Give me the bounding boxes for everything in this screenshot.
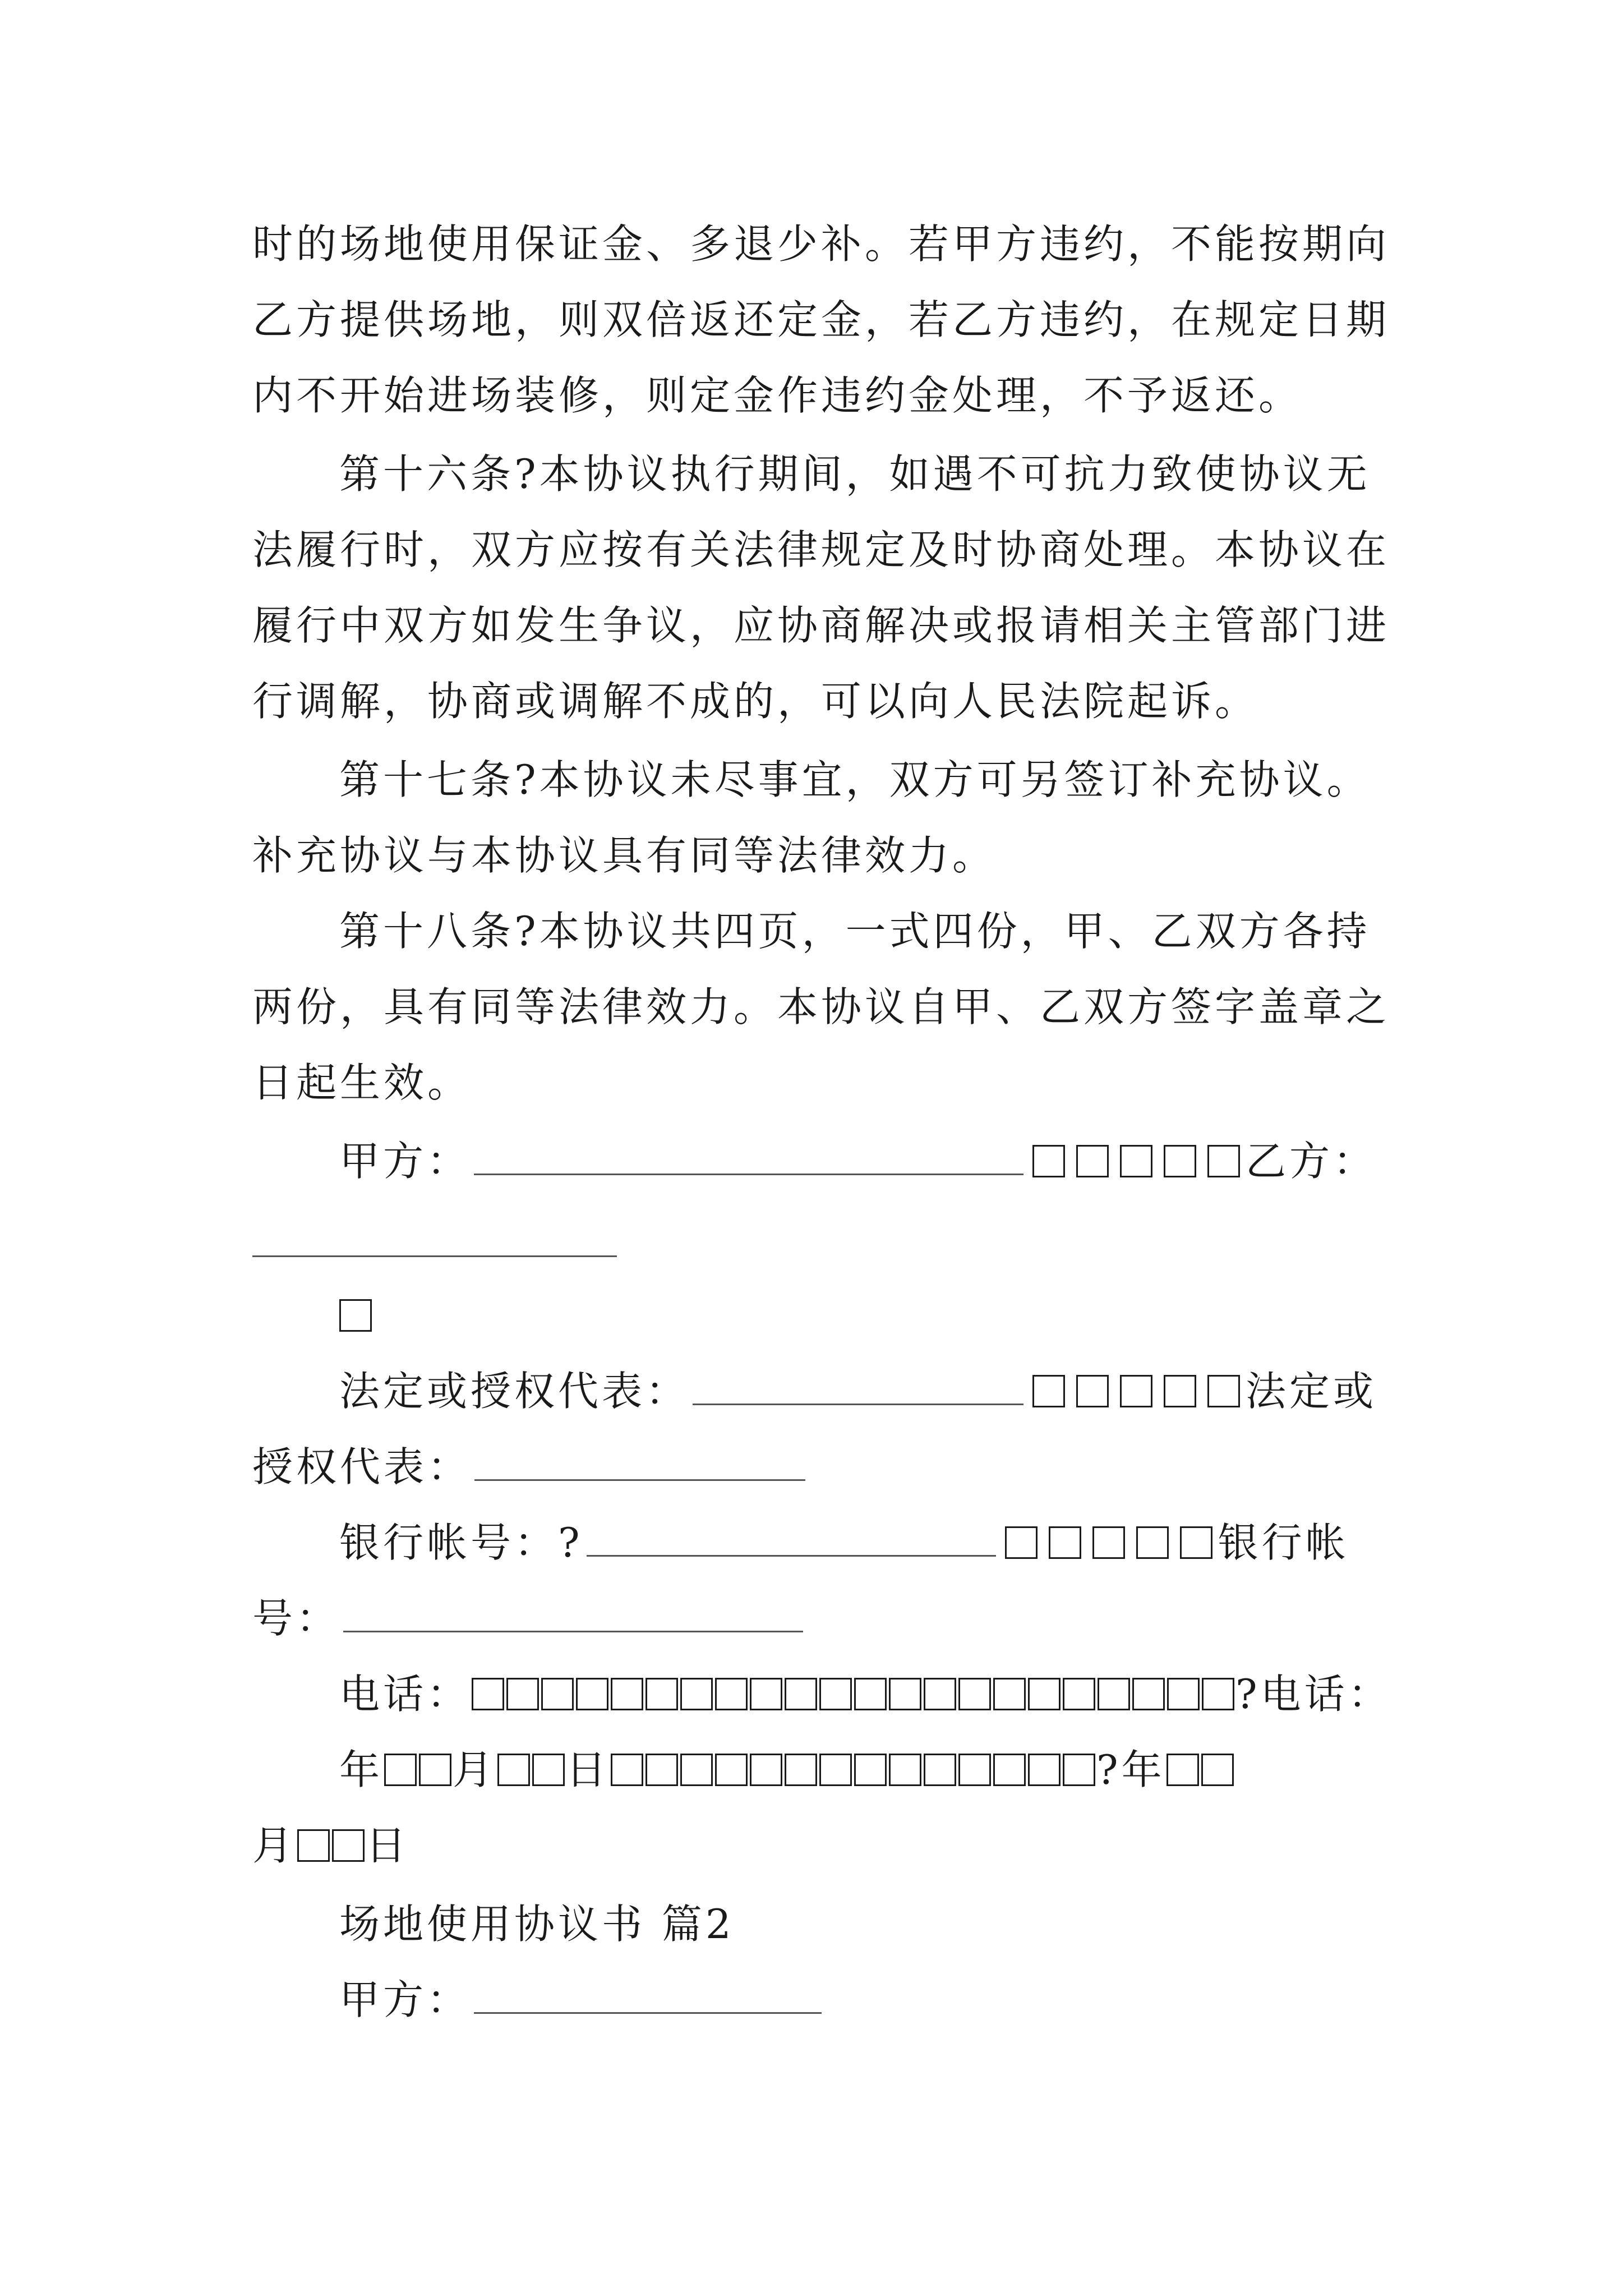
day-label: 日 [566,1746,610,1793]
placeholder-box [889,1754,921,1786]
article-16-line: 法履行时，双方应按有关法律规定及时协商处理。本协议在 [252,526,1390,573]
placeholder-box [497,1754,530,1786]
placeholder-box [1005,1526,1038,1559]
placeholder-box [645,1678,678,1710]
placeholder-box [1028,1678,1061,1710]
placeholder-box [1207,1145,1240,1177]
placeholder-box [750,1754,782,1786]
bank-account-row-continued [252,1590,1385,1646]
placeholder-box [785,1678,817,1710]
placeholder-box [750,1678,782,1710]
placeholder-box [1201,1754,1234,1786]
section-2-party-row [339,1972,1385,2028]
placeholder-box [1063,1678,1095,1710]
placeholder-box [680,1754,713,1786]
placeholder-box [924,1678,956,1710]
article-18-line: 两份，具有同等法律效力。本协议自甲、乙双方签字盖章之 [252,983,1390,1030]
placeholder-box [332,1829,365,1862]
placeholder-box [715,1678,748,1710]
placeholder-box [924,1754,956,1786]
placeholder-box [889,1678,921,1710]
placeholder-box [611,1754,643,1786]
placeholder-box [715,1754,748,1786]
year-label: 年 [339,1746,384,1793]
bank-b-label-part2: 号： [252,1595,340,1642]
date-row [339,1742,1385,1798]
stray-box-row [339,1287,1385,1343]
placeholder-box [1132,1678,1165,1710]
placeholder-box [680,1678,713,1710]
section-2-title: 场地使用协议书 篇2 [339,1901,735,1948]
placeholder-box [384,1754,417,1786]
placeholder-box [576,1678,608,1710]
rep-a-blank [693,1366,1023,1405]
placeholder-box [1049,1526,1081,1559]
paragraph-line: 乙方提供场地，则双倍返还定金，若乙方违约，在规定日期 [252,296,1390,343]
party-a-label: 甲方： [339,1138,471,1185]
placeholder-box [1167,1678,1200,1710]
party-b-blank [252,1255,617,1257]
phone-b-label: ?电话： [1235,1671,1392,1718]
rep-b-blank [474,1442,805,1481]
placeholder-box [1202,1678,1234,1710]
placeholder-box [1164,1375,1196,1407]
bank-b-blank [343,1594,803,1632]
placeholder-box [1032,1145,1065,1177]
bank-a-blank [587,1518,996,1557]
placeholder-box [1092,1526,1125,1559]
month-b-label: 月 [252,1822,297,1869]
placeholder-box [854,1754,887,1786]
placeholder-box [1207,1375,1240,1407]
section-2-party-a-blank [474,1975,822,2014]
article-16-line: 履行中双方如发生争议，应协商解决或报请相关主管部门进 [252,602,1390,649]
placeholder-box [1063,1754,1095,1786]
placeholder-box [819,1754,852,1786]
placeholder-box [1120,1145,1152,1177]
placeholder-box [1076,1375,1109,1407]
party-signature-row [339,1133,1385,1189]
placeholder-box [993,1678,1026,1710]
placeholder-box [472,1678,504,1710]
day-b-label: 日 [366,1822,410,1869]
placeholder-box [785,1754,817,1786]
bank-a-label: 银行帐号：? [339,1519,583,1566]
article-18-line: 第十八条?本协议共四页，一式四份，甲、乙双方各持 [339,908,1371,955]
rep-a-label: 法定或授权代表： [339,1368,690,1415]
phone-row [339,1666,1392,1722]
rep-b-label-part1: 法定或 [1246,1368,1377,1415]
section-2-party-a-label: 甲方： [339,1976,471,2023]
placeholder-box [339,1299,372,1332]
placeholder-box [1180,1526,1212,1559]
bank-account-row [339,1515,1385,1571]
placeholder-box [958,1754,991,1786]
placeholder-box [1098,1678,1130,1710]
paragraph-line: 时的场地使用保证金、多退少补。若甲方违约，不能按期向 [252,220,1390,268]
placeholder-box [1164,1145,1196,1177]
article-17-line: 补充协议与本协议具有同等法律效力。 [252,832,997,879]
party-b-label: 乙方： [1246,1138,1377,1185]
placeholder-box [506,1678,539,1710]
representative-row-continued [252,1439,1385,1495]
placeholder-box [958,1678,991,1710]
placeholder-box [1120,1375,1152,1407]
year-b-label: ?年 [1096,1746,1165,1793]
placeholder-box [993,1754,1026,1786]
placeholder-box [1076,1145,1109,1177]
placeholder-box [1032,1375,1065,1407]
bank-b-label-part1: 银行帐 [1218,1519,1349,1566]
representative-row [339,1363,1385,1419]
placeholder-box [1028,1754,1061,1786]
article-18-line: 日起生效。 [252,1059,472,1106]
phone-a-label: 电话： [339,1671,471,1718]
placeholder-box [819,1678,852,1710]
article-16-line: 行调解，协商或调解不成的，可以向人民法院起诉。 [252,678,1259,725]
rep-b-label-part2: 授权代表： [252,1443,472,1490]
placeholder-box [541,1678,574,1710]
party-a-blank [474,1137,1023,1175]
placeholder-box [297,1829,330,1862]
placeholder-box [611,1678,643,1710]
date-row-continued [252,1818,1385,1874]
placeholder-box [1136,1526,1169,1559]
placeholder-box [645,1754,678,1786]
paragraph-line: 内不开始进场装修，则定金作违约金处理，不予返还。 [252,372,1303,419]
placeholder-box [854,1678,887,1710]
placeholder-box [532,1754,565,1786]
month-label: 月 [453,1746,497,1793]
placeholder-box [1166,1754,1199,1786]
placeholder-box [419,1754,451,1786]
article-16-line: 第十六条?本协议执行期间，如遇不可抗力致使协议无 [339,450,1371,498]
article-17-line: 第十七条?本协议未尽事宜，双方可另签订补充协议。 [339,756,1371,803]
